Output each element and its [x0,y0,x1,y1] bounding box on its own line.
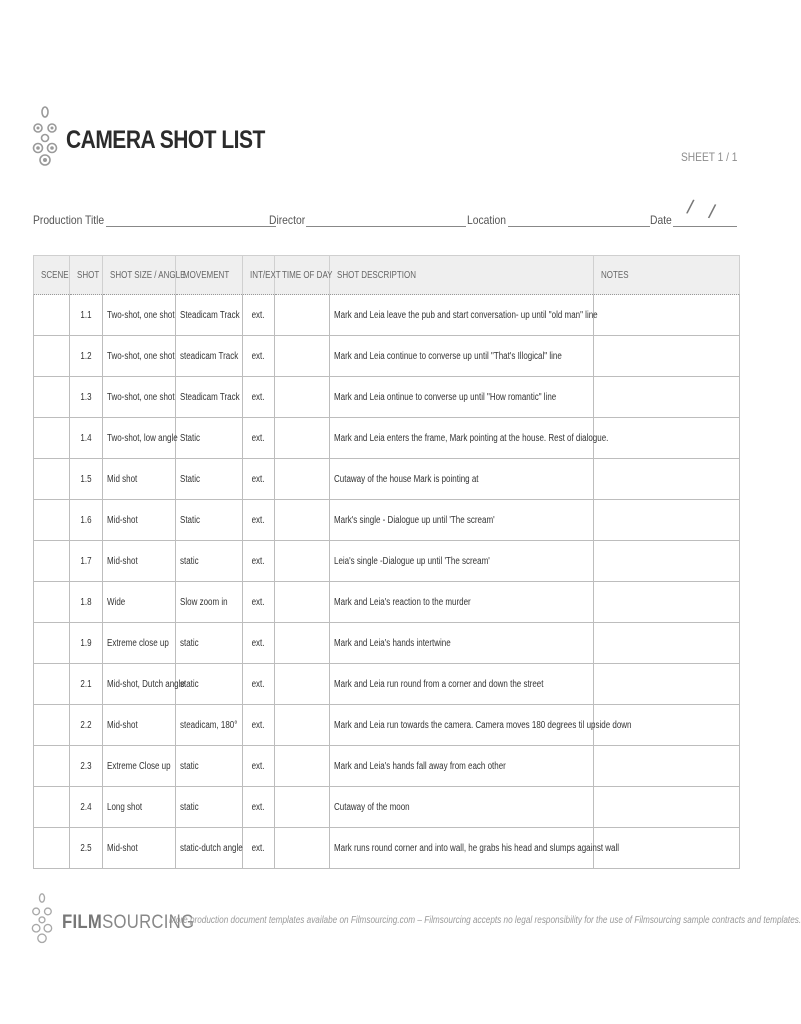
cell-shot[interactable]: 1.3 [70,377,103,418]
table-row [34,295,740,336]
cell-notes[interactable] [594,336,740,377]
footer-disclaimer: More production document templates availabe on Filmsourcing.com – Filmsourcing accepts no legal responsibility for the use of Filmsourcing sample contracts and templates. [169,915,801,926]
table-row [34,664,740,705]
cell-scene[interactable] [34,541,70,582]
location-field[interactable] [467,213,650,227]
cell-movement[interactable]: static-dutch angle [176,828,243,869]
cell-shot-description[interactable]: Mark and Leia's reaction to the murder [330,582,594,623]
table-row [34,746,740,787]
table-row [34,705,740,746]
cell-int-ext[interactable]: ext. [243,705,275,746]
footer-logo-icon [31,893,53,945]
cell-time-of-day[interactable] [275,418,330,459]
date-slashes: / / [685,196,717,224]
cell-int-ext[interactable]: ext. [243,336,275,377]
cell-time-of-day[interactable] [275,623,330,664]
cell-notes[interactable] [594,459,740,500]
cell-shot-description[interactable]: Mark and Leia's hands fall away from each other [330,746,594,787]
table-row [34,500,740,541]
cell-shot-size[interactable]: Two-shot, one shot [103,295,176,336]
cell-time-of-day[interactable] [275,541,330,582]
cell-shot-size[interactable]: Mid-shot [103,500,176,541]
cell-shot[interactable]: 1.2 [70,336,103,377]
cell-movement[interactable]: Steadicam Track [176,377,243,418]
cell-scene[interactable] [34,459,70,500]
table-row [34,582,740,623]
cell-notes[interactable] [594,418,740,459]
production-title-line[interactable] [106,214,276,227]
cell-shot-description[interactable]: Cutaway of the moon [330,787,594,828]
cell-time-of-day[interactable] [275,746,330,787]
production-title-label: Production Title [33,213,105,227]
col-header-scene: SCENE [34,256,70,295]
director-line[interactable] [306,214,466,227]
cell-scene[interactable] [34,377,70,418]
cell-shot-description[interactable]: Leia's single -Dialogue up until 'The scream' [330,541,594,582]
cell-notes[interactable] [594,746,740,787]
cell-scene[interactable] [34,500,70,541]
cell-scene[interactable] [34,787,70,828]
cell-time-of-day[interactable] [275,787,330,828]
cell-notes[interactable] [594,377,740,418]
cell-movement[interactable]: static [176,541,243,582]
cell-shot-size[interactable]: Mid-shot [103,541,176,582]
cell-int-ext[interactable]: ext. [243,500,275,541]
cell-notes[interactable] [594,787,740,828]
cell-shot[interactable]: 1.6 [70,500,103,541]
location-line[interactable] [508,214,650,227]
cell-time-of-day[interactable] [275,705,330,746]
cell-notes[interactable] [594,582,740,623]
cell-shot-size[interactable]: Mid-shot [103,705,176,746]
cell-shot-size[interactable]: Extreme close up [103,623,176,664]
table-row [34,377,740,418]
col-header-int-ext: INT/EXT [243,256,275,295]
cell-scene[interactable] [34,828,70,869]
cell-shot[interactable]: 1.8 [70,582,103,623]
cell-int-ext[interactable]: ext. [243,746,275,787]
cell-movement[interactable]: static [176,746,243,787]
table-row [34,541,740,582]
cell-shot[interactable]: 1.7 [70,541,103,582]
cell-shot-description[interactable]: Mark and Leia run round from a corner and down the street [330,664,594,705]
cell-movement[interactable]: static [176,664,243,705]
cell-scene[interactable] [34,582,70,623]
cell-shot[interactable]: 1.1 [70,295,103,336]
cell-time-of-day[interactable] [275,500,330,541]
table-row [34,459,740,500]
table-row [34,623,740,664]
col-header-shot-description: SHOT DESCRIPTION [330,256,594,295]
col-header-shot-size: SHOT SIZE / ANGLE [103,256,176,295]
cell-notes[interactable] [594,664,740,705]
cell-shot-size[interactable]: Mid-shot, Dutch angle [103,664,176,705]
col-header-time-of-day: TIME OF DAY [275,256,330,295]
cell-time-of-day[interactable] [275,582,330,623]
cell-movement[interactable]: static [176,623,243,664]
cell-shot-description[interactable]: Mark and Leia enters the frame, Mark pointing at the house. Rest of dialogue. [330,418,594,459]
cell-movement[interactable]: static [176,787,243,828]
cell-shot-description[interactable]: Mark runs round corner and into wall, he grabs his head and slumps against wall [330,828,594,869]
cell-int-ext[interactable]: ext. [243,418,275,459]
cell-int-ext[interactable]: ext. [243,828,275,869]
director-field[interactable] [269,213,466,227]
cell-notes[interactable] [594,295,740,336]
cell-time-of-day[interactable] [275,828,330,869]
cell-shot-size[interactable]: Two-shot, low angle [103,418,176,459]
table-row [34,787,740,828]
director-label: Director [269,213,306,227]
table-row [34,828,740,869]
page-title: CAMERA SHOT LIST [66,126,265,154]
cell-movement[interactable]: Static [176,418,243,459]
cell-scene[interactable] [34,623,70,664]
filmsourcing-logo-icon [32,106,58,168]
cell-movement[interactable]: steadicam Track [176,336,243,377]
cell-shot-size[interactable]: Mid-shot [103,828,176,869]
cell-shot[interactable]: 2.5 [70,828,103,869]
col-header-notes: NOTES [594,256,740,295]
cell-notes[interactable] [594,500,740,541]
cell-shot[interactable]: 2.4 [70,787,103,828]
cell-scene[interactable] [34,295,70,336]
footer-brand: FILMSOURCING [62,912,195,933]
location-label: Location [467,213,507,227]
cell-int-ext[interactable]: ext. [243,377,275,418]
cell-shot[interactable]: 2.2 [70,705,103,746]
cell-time-of-day[interactable] [275,459,330,500]
cell-movement[interactable]: Steadicam Track [176,295,243,336]
cell-int-ext[interactable]: ext. [243,582,275,623]
sheet-number: SHEET 1 / 1 [680,150,737,164]
cell-shot-description[interactable]: Mark's single - Dialogue up until 'The scream' [330,500,594,541]
cell-shot[interactable]: 1.5 [70,459,103,500]
cell-shot-description[interactable]: Mark and Leia ontinue to converse up until "How romantic" line [330,377,594,418]
col-header-shot: SHOT [70,256,103,295]
cell-scene[interactable] [34,336,70,377]
cell-shot-size[interactable]: Wide [103,582,176,623]
cell-int-ext[interactable]: ext. [243,541,275,582]
shot-list-table [33,255,740,869]
cell-movement[interactable]: steadicam, 180° [176,705,243,746]
cell-int-ext[interactable]: ext. [243,459,275,500]
table-header-row [34,256,740,295]
cell-shot-description[interactable]: Cutaway of the house Mark is pointing at [330,459,594,500]
cell-notes[interactable] [594,623,740,664]
cell-scene[interactable] [34,664,70,705]
cell-shot[interactable]: 1.9 [70,623,103,664]
cell-shot-description[interactable]: Mark and Leia continue to converse up until "That's Illogical" line [330,336,594,377]
cell-shot-size[interactable]: Two-shot, one shot [103,377,176,418]
cell-movement[interactable]: Static [176,459,243,500]
cell-time-of-day[interactable] [275,377,330,418]
cell-scene[interactable] [34,705,70,746]
table-row [34,336,740,377]
cell-int-ext[interactable]: ext. [243,787,275,828]
cell-int-ext[interactable]: ext. [243,295,275,336]
col-header-movement: MOVEMENT [176,256,243,295]
cell-shot-description[interactable]: Mark and Leia's hands intertwine [330,623,594,664]
cell-time-of-day[interactable] [275,664,330,705]
cell-shot-description[interactable]: Mark and Leia leave the pub and start conversation- up until "old man" line [330,295,594,336]
cell-int-ext[interactable]: ext. [243,664,275,705]
cell-shot[interactable]: 2.3 [70,746,103,787]
table-row [34,418,740,459]
cell-scene[interactable] [34,418,70,459]
cell-time-of-day[interactable] [275,336,330,377]
date-label: Date [650,213,672,227]
cell-scene[interactable] [34,746,70,787]
cell-movement[interactable]: Slow zoom in [176,582,243,623]
production-info-row [33,196,737,231]
cell-shot[interactable]: 2.1 [70,664,103,705]
cell-int-ext[interactable]: ext. [243,623,275,664]
cell-shot-size[interactable]: Mid shot [103,459,176,500]
cell-shot-size[interactable]: Extreme Close up [103,746,176,787]
cell-shot[interactable]: 1.4 [70,418,103,459]
cell-shot-description[interactable]: Mark and Leia run towards the camera. Camera moves 180 degrees til upside down [330,705,594,746]
cell-time-of-day[interactable] [275,295,330,336]
cell-shot-size[interactable]: Long shot [103,787,176,828]
cell-notes[interactable] [594,541,740,582]
production-title-field[interactable] [33,213,276,227]
cell-movement[interactable]: Static [176,500,243,541]
cell-shot-size[interactable]: Two-shot, one shot [103,336,176,377]
